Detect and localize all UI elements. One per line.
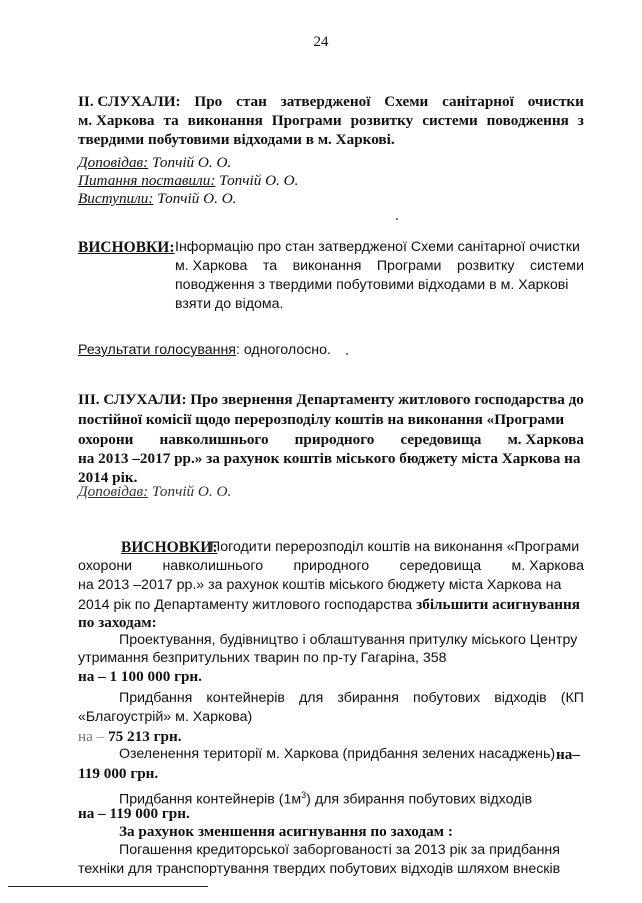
s2-questions <box>78 171 298 190</box>
s3-heading-line3 <box>78 430 584 449</box>
word: охорони <box>78 558 133 574</box>
stray-mark <box>346 353 348 355</box>
item4-amount: на – 119 000 грн. <box>78 805 190 822</box>
reporter-label: Доповідав: <box>78 154 149 171</box>
s2-conclusions-line4: взяти до відома. <box>175 296 284 312</box>
s3-conclusions-line5: по заходам: <box>78 614 157 631</box>
s3-conclusions-label: ВИСНОВКИ: <box>121 539 218 556</box>
questions-label: Питання поставили: <box>78 172 216 189</box>
word: побутових <box>412 690 481 706</box>
word: природного <box>293 558 370 574</box>
questions-value: Топчій О. О. <box>215 172 299 189</box>
item1-line2: утримання безпритульних тварин по пр-ту Гагаріна, 358 <box>78 650 447 666</box>
s3-conclusions-line4 <box>78 595 580 615</box>
s2-heading-line3: твердими побутовими відходами в м. Харкові. <box>78 131 395 148</box>
word: м. Харкова <box>507 431 584 448</box>
s3-heading-text: Про звернення Департаменту житлового господарства до <box>186 391 584 408</box>
s3-conclusions-line2 <box>78 557 584 576</box>
text-bold: збільшити асигнування <box>416 596 581 613</box>
s2-heading-line1 <box>78 92 584 111</box>
word: збирання <box>337 690 399 706</box>
item3-line1 <box>119 745 555 764</box>
s2-conclusions-line2 <box>175 257 584 276</box>
word: очистки <box>527 93 584 110</box>
speakers-value: Топчій О. О. <box>153 190 237 207</box>
amount-prefix: на – <box>78 728 109 745</box>
item1-line1: Проектування, будівництво і облаштування притулку міського Центру <box>119 632 578 648</box>
word: та <box>262 258 278 274</box>
item2-amount <box>78 727 182 746</box>
item3-amount: 119 000 грн. <box>78 765 159 782</box>
s2-conclusions-label: ВИСНОВКИ: <box>78 239 175 256</box>
reporter-value: Топчій О. О. <box>148 483 232 500</box>
word: Схеми <box>384 93 429 110</box>
s2-conclusions-line3: поводження з твердими побутовими відходами в м. Харкові <box>175 277 569 293</box>
word: Про <box>194 93 223 110</box>
decrease-heading: За рахунок зменшення асигнування по заходам : <box>119 823 453 840</box>
word: системи <box>422 112 478 129</box>
s2-heading-label: II. СЛУХАЛИ: <box>78 93 181 110</box>
s3-heading-line2: постійної комісії щодо перерозподілу коштів на виконання «Програми <box>78 411 565 428</box>
word: Програми <box>376 258 442 274</box>
word: м. Харкова <box>511 558 584 574</box>
word: навколишнього <box>159 431 269 448</box>
s2-heading-line2 <box>78 111 584 130</box>
word: виконання <box>292 258 362 274</box>
word: м. Харкова <box>78 112 155 129</box>
item1-amount: на – 1 100 000 грн. <box>78 668 202 685</box>
s3-reporter <box>78 482 231 501</box>
word: стан <box>236 93 267 110</box>
word: відходів <box>494 690 547 706</box>
word: середовища <box>399 558 482 574</box>
text: Озеленення території м. Харкова (придбання зелених насаджень) <box>119 746 556 762</box>
dec-line1: Погашення кредиторської заборгованості за 2013 рік за придбання <box>119 842 560 858</box>
reporter-value: Топчій О. О. <box>148 154 232 171</box>
word: виконання <box>187 112 263 129</box>
word: для <box>299 690 324 706</box>
footnote-rule <box>8 886 208 887</box>
text: 2014 рік по Департаменту житлового господарства <box>78 597 417 613</box>
word: середовища <box>400 431 482 448</box>
s3-conclusions-line1: Погодити перерозподіл коштів на виконання «Програми <box>210 539 580 555</box>
word: Придбання <box>119 690 193 706</box>
word: системи <box>529 258 584 274</box>
item2-line1 <box>119 689 584 708</box>
item3-line1-bold: на– <box>556 746 580 763</box>
vote-label: Результати голосування <box>78 342 236 358</box>
word: природного <box>294 431 375 448</box>
s2-vote <box>78 341 331 360</box>
vote-value: : одноголосно. <box>235 342 331 358</box>
s3-conclusions-line3: на 2013 –2017 рр.» за рахунок коштів міського бюджету міста Харкова на <box>78 577 562 593</box>
word: розвитку <box>456 258 515 274</box>
word: Програми <box>271 112 342 129</box>
s2-speakers <box>78 189 236 208</box>
text: ) для збирання побутових відходів <box>306 791 533 808</box>
word: (КП <box>560 690 584 706</box>
word: та <box>163 112 179 129</box>
superscript: 3 <box>301 790 307 800</box>
word: м. Харкова <box>175 258 248 274</box>
word: розвитку <box>350 112 414 129</box>
s2-reporter <box>78 153 231 172</box>
s2-conclusions-line1: Інформацію про стан затвердженої Схеми санітарної очистки <box>175 239 580 255</box>
s3-heading-line4: на 2013 –2017 рр.» за рахунок коштів міського бюджету міста Харкова на <box>78 450 581 467</box>
s3-heading-line1 <box>78 390 584 409</box>
text: Придбання контейнерів (1м <box>119 791 302 808</box>
amount: 75 213 грн. <box>108 728 182 745</box>
reporter-label: Доповідав: <box>78 483 149 500</box>
word: санітарної <box>442 93 514 110</box>
word: контейнерів <box>206 690 285 706</box>
word: охорони <box>78 431 134 448</box>
item2-line2: «Благоустрій» м. Харкова) <box>78 709 253 725</box>
page-number: 24 <box>313 34 329 50</box>
stray-mark <box>396 218 398 220</box>
word: поводження <box>486 112 569 129</box>
word: з <box>577 112 584 129</box>
word: затвердженої <box>280 93 371 110</box>
word: навколишнього <box>162 558 264 574</box>
s3-heading-line5: 2014 рік. <box>78 469 138 486</box>
s3-heading-label: III. СЛУХАЛИ: <box>78 391 187 408</box>
dec-line2: техніки для транспортування твердих побутових відходів шляхом внесків <box>78 861 561 877</box>
speakers-label: Виступили: <box>78 190 154 207</box>
